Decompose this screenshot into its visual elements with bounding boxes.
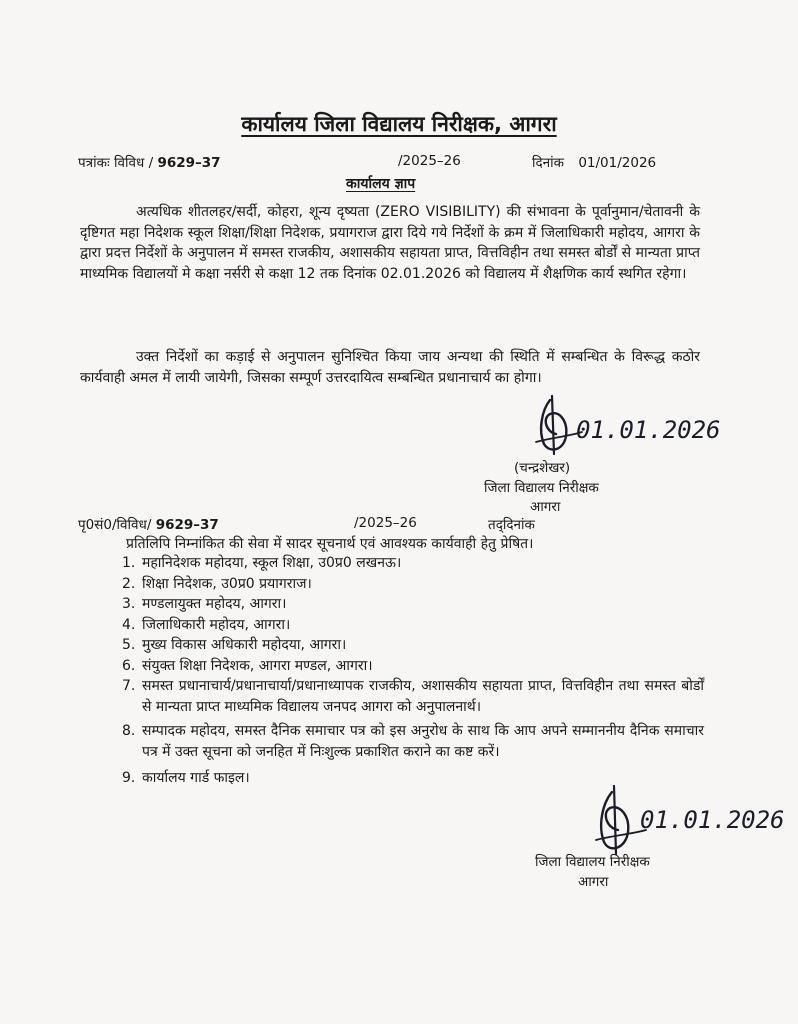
reference-session: /2025–26 (398, 153, 461, 169)
list-item-text: सम्पादक महोदय, समस्त दैनिक समाचार पत्र को इस अनुरोध के साथ कि आप अपने सम्माननीय दैनिक समाचार पत्र में उक्त सूचना को जनहित में निःशुल्क प्रकाशित कराने का कष्ट करें। (142, 723, 704, 760)
reference-line (78, 153, 221, 171)
patrank-label: पत्रांकः विविध / (78, 155, 154, 171)
memo-paragraph-2: उक्त निर्देशों का कड़ाई से अनुपालन सुनिश्चित किया जाय अन्यथा की स्थिति में सम्बन्धित के विरूद्ध कठोर कार्यवाही अमल में लायी जायेगी, जिसका सम्पूर्ण उत्तरदायित्व सम्बन्धित प्रधानाचार्य का होगा। (80, 349, 700, 386)
list-item-number: 9. (122, 770, 136, 786)
patrank-number: 9629–37 (157, 155, 221, 171)
list-item-number: 4. (122, 616, 136, 633)
signatory-designation: जिला विद्यालय निरीक्षक (484, 480, 599, 496)
list-item-text: संयुक्त शिक्षा निदेशक, आगरा मण्डल, आगरा। (142, 657, 373, 674)
endorsement-line (78, 515, 219, 533)
list-item-text: मुख्य विकास अधिकारी महोदया, आगरा। (142, 637, 347, 653)
list-item-number: 5. (122, 637, 136, 653)
endorsement-label: पृ0सं0/विविध/ (78, 517, 152, 533)
endorsement-number: 9629–37 (155, 517, 219, 533)
signatory-place: आगरा (530, 499, 561, 515)
memo-subtitle: कार्यालय ज्ञाप (346, 176, 416, 192)
date-label: दिनांक (532, 155, 565, 171)
signatory-2-place: आगरा (578, 874, 609, 890)
date-value: 01/01/2026 (578, 155, 657, 171)
signatory-name: (चन्द्रशेखर) (514, 460, 571, 476)
list-item (122, 656, 704, 677)
list-item-number: 3. (122, 596, 136, 612)
list-item (122, 594, 704, 615)
list-item-text: मण्डलायुक्त महोदय, आगरा। (142, 596, 287, 612)
list-item (122, 615, 704, 636)
list-item (122, 721, 704, 762)
list-item (122, 635, 704, 656)
signatory-2-designation: जिला विद्यालय निरीक्षक (535, 854, 650, 870)
recipient-list (122, 553, 704, 789)
signature-1-date: 01.01.2026 (576, 416, 721, 444)
signature-2-date: 01.01.2026 (640, 806, 785, 834)
list-item-number: 2. (122, 575, 136, 592)
endorsement-intro: प्रतिलिपि निम्नांकित की सेवा में सादर सूचनार्थ एवं आवश्यक कार्यवाही हेतु प्रेषित। (126, 536, 534, 552)
list-item-number: 8. (122, 723, 136, 739)
list-item-text: समस्त प्रधानाचार्य/प्रधानाचार्या/प्रधानाध्यापक राजकीय, अशासकीय सहायता प्राप्त, वित्तविहीन तथा समस्त बोर्डों से मान्यता प्राप्त माध्यमिक विद्यालय जनपद आगरा को अनुपालनार्थ। (142, 678, 704, 715)
list-item (122, 553, 704, 574)
list-item-number: 6. (122, 657, 136, 674)
office-title: कार्यालय जिला विद्यालय निरीक्षक, आगरा (241, 112, 557, 136)
list-item (122, 676, 704, 717)
list-item (122, 574, 704, 595)
list-item-text: शिक्षा निदेशक, उ0प्र0 प्रयागराज। (142, 575, 312, 592)
list-item-text: कार्यालय गार्ड फाइल। (142, 770, 250, 786)
list-item-number: 1. (122, 555, 136, 571)
list-item-text: महानिदेशक महोदया, स्कूल शिक्षा, उ0प्र0 लखनऊ। (142, 555, 402, 571)
memo-paragraph-1: अत्यधिक शीतलहर/सर्दी, कोहरा, शून्य दृष्यता (ZERO VISIBILITY) की संभावना के पूर्वानुमान/चेतावनी के दृष्टिगत महा निदेशक स्कूल शिक्षा/शिक्षा निदेशक, प्रयागराज द्वारा दिये गये निर्देशों के क्रम में जिलाधिकारी महोदय, आगरा के द्वारा प्रदत्त निर्देशों के अनुपालन में समस्त राजकीय, अशासकीय सहायता प्राप्त, वित्तविहीन तथा समस्त बोर्डों से मान्यता प्राप्त माध्यमिक विद्यालयों मे कक्षा नर्सरी से कक्षा 12 तक दिनांक 02.01.2026 को विद्यालय में शैक्षणिक कार्य स्थगित रहेगा। (80, 204, 700, 282)
endorsement-session: /2025–26 (354, 515, 417, 531)
list-item-number: 7. (122, 678, 136, 694)
reference-date (532, 153, 656, 171)
list-item-text: जिलाधिकारी महोदय, आगरा। (142, 616, 291, 633)
endorsement-date: तद्‌दिनांक (488, 517, 535, 533)
